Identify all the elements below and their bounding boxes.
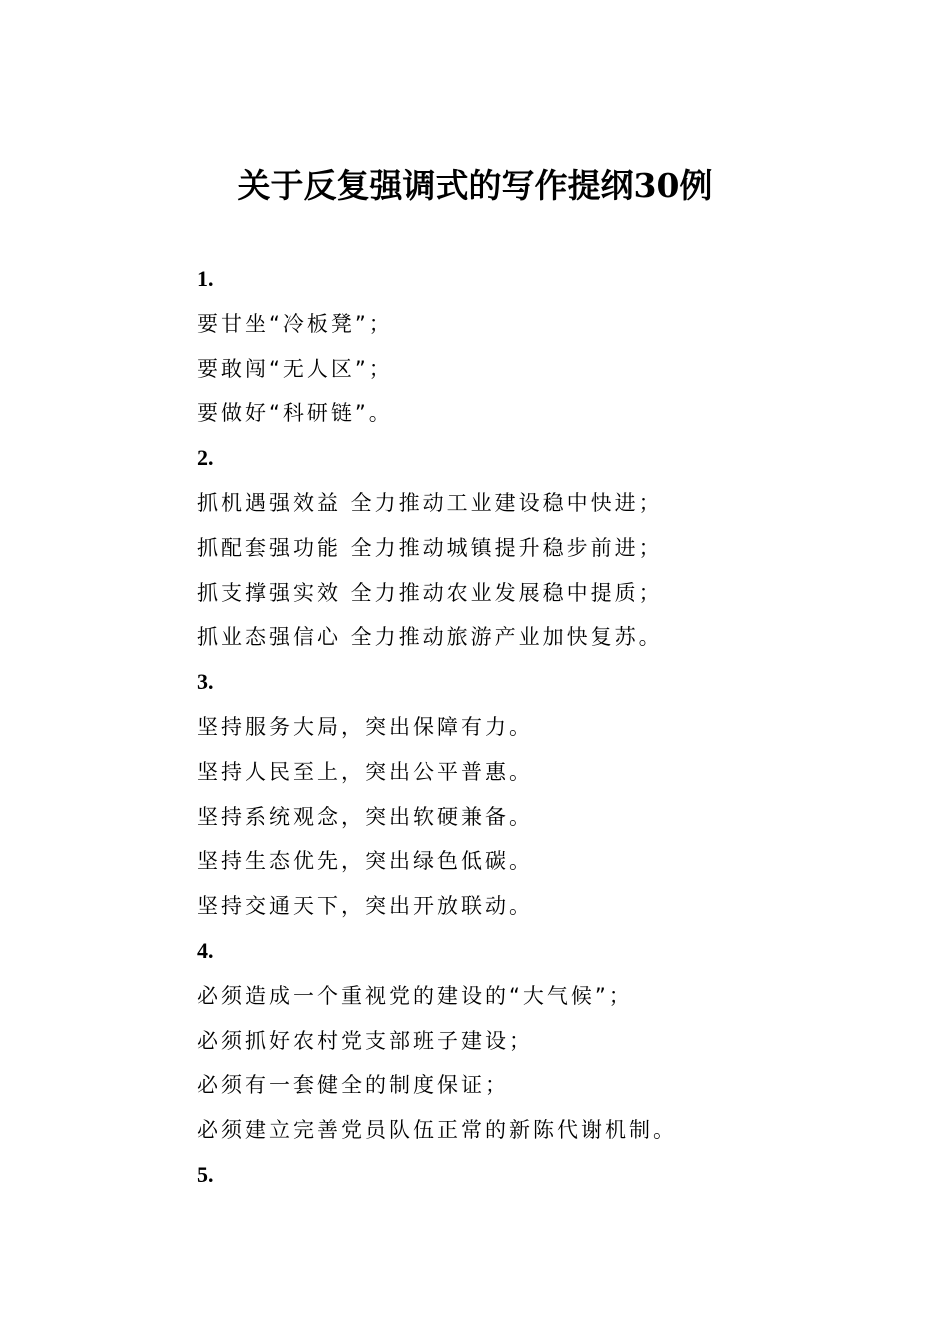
- section-line: 坚持生态优先，突出绿色低碳。: [197, 849, 533, 874]
- section-line: 坚持系统观念，突出软硬兼备。: [197, 804, 533, 829]
- section-line: 抓业态强信心 全力推动旅游产业加快复苏。: [197, 625, 663, 650]
- section-number: 4.: [197, 937, 214, 963]
- section-line: 坚持交通天下，突出开放联动。: [197, 894, 533, 919]
- document-title: 关于反复强调式的写作提纲30例: [237, 166, 713, 205]
- section-number: 5.: [197, 1161, 214, 1187]
- section-line: 必须建立完善党员队伍正常的新陈代谢机制。: [197, 1118, 677, 1143]
- section-line: 抓支撑强实效 全力推动农业发展稳中提质；: [197, 580, 663, 605]
- section-line: 必须抓好农村党支部班子建设；: [197, 1028, 533, 1053]
- section-line: 要做好“科研链”。: [197, 401, 393, 426]
- section-line: 要敢闯“无人区”；: [197, 356, 393, 381]
- section-line: 要甘坐“冷板凳”；: [197, 311, 393, 336]
- document-body: [197, 257, 817, 1198]
- section-line: 必须造成一个重视党的建设的“大气候”；: [197, 983, 633, 1008]
- section-line: 坚持人民至上，突出公平普惠。: [197, 759, 533, 784]
- section-line: 坚持服务大局，突出保障有力。: [197, 714, 533, 739]
- section-number: 2.: [197, 445, 214, 471]
- section-line: 抓机遇强效益 全力推动工业建设稳中快进；: [197, 490, 663, 515]
- section-line: 必须有一套健全的制度保证；: [197, 1073, 509, 1098]
- section-number: 1.: [197, 266, 214, 291]
- section-number: 3.: [197, 669, 214, 695]
- section-line: 抓配套强功能 全力推动城镇提升稳步前进；: [197, 535, 663, 560]
